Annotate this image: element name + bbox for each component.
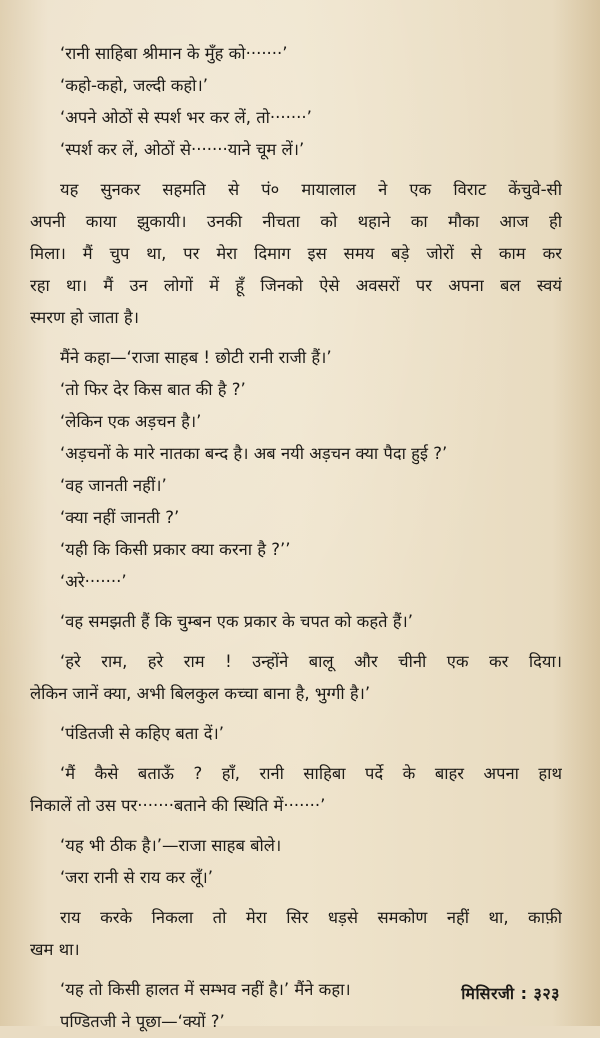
text-line: ‘वह जानती नहीं।’ (60, 476, 167, 495)
text-line: ‘लेकिन एक अड़चन है।’ (60, 412, 202, 431)
text-line: खम था। (30, 940, 80, 959)
text-line: रहा था। मैं उन लोगों में हूँ जिनको ऐसे अवसरों पर अपना बल स्वयं (30, 276, 562, 295)
text-line: मैंने कहा—‘राजा साहब ! छोटी रानी राजी हैं।’ (60, 348, 332, 367)
text-line: ‘पंडितजी से कहिए बता दें।’ (60, 724, 224, 743)
page-body (30, 38, 562, 1038)
page-footer: मिसिरजी : ३२३ (461, 984, 560, 1003)
text-line: ‘हरे राम, हरे राम ! उन्होंने बालू और चीनी एक कर दिया। (60, 652, 562, 671)
text-line: स्मरण हो जाता है। (30, 308, 139, 327)
text-line: ‘वह समझती हैं कि चुम्बन एक प्रकार के चपत को कहते हैं।’ (60, 612, 414, 631)
text-line: ‘मैं कैसे बताऊँ ? हाँ, रानी साहिबा पर्दे के बाहर अपना हाथ (60, 764, 562, 783)
text-line: लेकिन जानें क्या, अभी बिलकुल कच्चा बाना है, भुग्गी है।’ (30, 684, 371, 703)
text-line: पण्डितजी ने पूछा—‘क्यों ?’ (60, 1012, 225, 1031)
text-line: ‘कहो-कहो, जल्दी कहो।’ (60, 76, 208, 95)
text-line: ‘रानी साहिबा श्रीमान के मुँह को·······’ (60, 44, 288, 63)
text-line: राय करके निकला तो मेरा सिर धड़से समकोण नहीं था, काफ़ी (60, 908, 562, 927)
text-line: ‘अरे·······’ (60, 572, 127, 591)
text-line: अपनी काया झुकायी। उनकी नीचता को थहाने का मौका आज ही (30, 212, 562, 231)
text-line: मिला। मैं चुप था, पर मेरा दिमाग इस समय बड़े जोरों से काम कर (30, 244, 562, 263)
text-line: ‘जरा रानी से राय कर लूँ।’ (60, 868, 214, 887)
text-line: ‘यह भी ठीक है।’—राजा साहब बोले। (60, 836, 282, 855)
text-line: ‘स्पर्श कर लें, ओठों से·······याने चूम लें।’ (60, 140, 305, 159)
text-line: ‘अपने ओठों से स्पर्श भर कर लें, तो·······’ (60, 108, 312, 127)
text-line: यह सुनकर सहमति से पं० मायालाल ने एक विराट केंचुवे-सी (60, 180, 562, 199)
text-line: ‘यही कि किसी प्रकार क्या करना है ?’’ (60, 540, 291, 559)
text-line: ‘तो फिर देर किस बात की है ?’ (60, 380, 246, 399)
text-line: ‘क्या नहीं जानती ?’ (60, 508, 180, 527)
text-line: निकालें तो उस पर·······बताने की स्थिति में·······’ (30, 796, 326, 815)
text-line: ‘अड़चनों के मारे नातका बन्द है। अब नयी अड़चन क्या पैदा हुई ?’ (60, 444, 448, 463)
text-line: ‘यह तो किसी हालत में सम्भव नहीं है।’ मैंने कहा। (60, 980, 351, 999)
